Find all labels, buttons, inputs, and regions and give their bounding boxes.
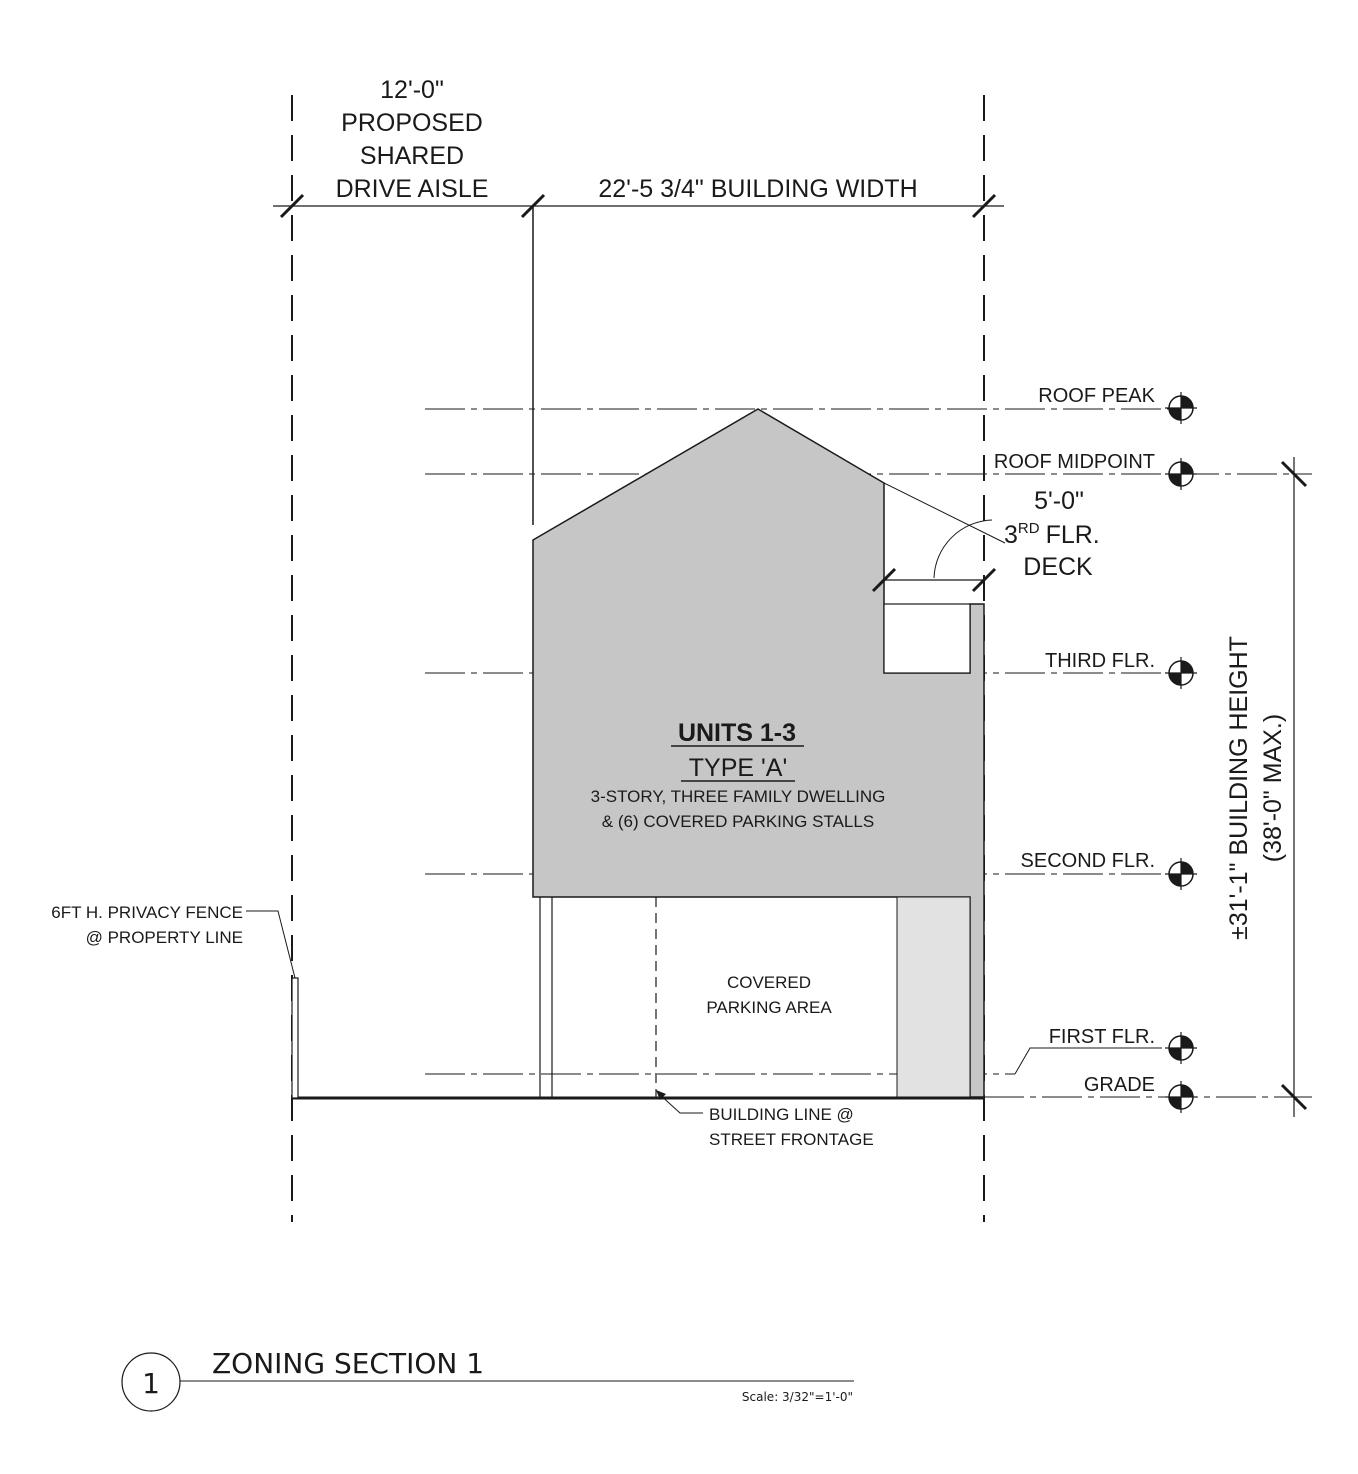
level-label-third-floor: THIRD FLR. <box>1045 650 1155 672</box>
level-label-grade: GRADE <box>1083 1074 1155 1096</box>
drive-aisle-dim: 12'-0" <box>380 76 444 104</box>
building-width-dim: 22'-5 3/4" BUILDING WIDTH <box>598 175 918 203</box>
fence-leader <box>246 911 295 978</box>
units-name: UNITS 1-3 <box>677 719 797 747</box>
parking-label-1: COVERED <box>726 973 812 992</box>
units-desc-1: 3-STORY, THREE FAMILY DWELLING <box>590 787 886 806</box>
building-line-label-2: STREET FRONTAGE <box>709 1130 874 1149</box>
units-type: TYPE 'A' <box>688 754 788 782</box>
fence-label-2: @ PROPERTY LINE <box>85 928 243 947</box>
deck-label: DECK <box>1023 553 1093 581</box>
building-line-leader <box>658 1093 703 1113</box>
section-number: 1 <box>142 1367 160 1400</box>
building-height-dim: ±31'-1" BUILDING HEIGHT <box>1225 636 1253 940</box>
level-marker-icon <box>1165 858 1197 890</box>
drive-aisle-label-2: SHARED <box>359 142 465 170</box>
deck-dim: 5'-0" <box>1034 487 1084 515</box>
section-title: ZONING SECTION 1 <box>212 1347 485 1380</box>
level-marker-icon <box>1165 392 1197 424</box>
building-line-label-1: BUILDING LINE @ <box>709 1105 854 1124</box>
ground-floor-wall <box>897 897 970 1097</box>
units-desc-2: & (6) COVERED PARKING STALLS <box>601 812 875 831</box>
drive-aisle-label-3: DRIVE AISLE <box>335 175 489 203</box>
level-marker-icon <box>1165 1081 1197 1113</box>
deck-leader <box>884 483 1005 543</box>
building-height-max: (38'-0" MAX.) <box>1259 713 1287 863</box>
privacy-fence <box>292 978 298 1098</box>
level-label-first-floor: FIRST FLR. <box>1048 1026 1155 1048</box>
fence-label-1: 6FT H. PRIVACY FENCE <box>51 903 243 922</box>
level-marker-icon <box>1165 657 1197 689</box>
level-label-second-floor: SECOND FLR. <box>1020 850 1155 872</box>
level-marker-icon <box>1165 458 1197 490</box>
parking-label-2: PARKING AREA <box>706 998 832 1017</box>
first-floor-leader <box>1015 1048 1162 1074</box>
scale-label: Scale: 3/32"=1'-0" <box>741 1390 853 1404</box>
third-floor-deck <box>884 604 970 673</box>
level-label-roof-peak: ROOF PEAK <box>1038 385 1155 407</box>
level-label-roof-midpoint: ROOF MIDPOINT <box>993 451 1155 473</box>
deck-floor-label: 3RD FLR. <box>1004 520 1100 549</box>
drive-aisle-label-1: PROPOSED <box>341 109 483 137</box>
level-marker-icon <box>1165 1032 1197 1064</box>
level-markers <box>1165 392 1197 1113</box>
